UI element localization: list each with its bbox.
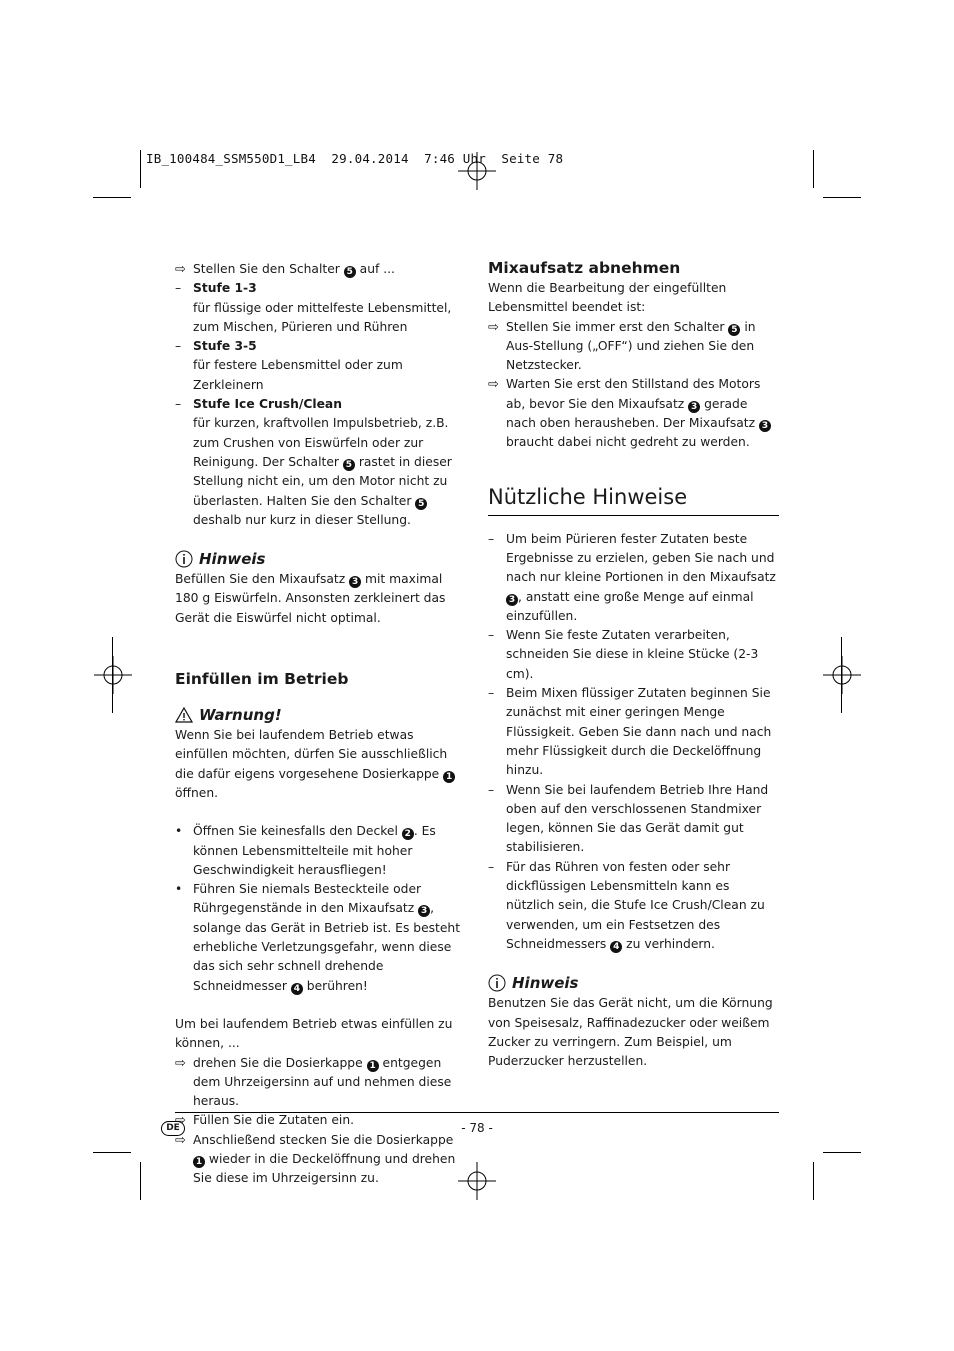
list-item: – Für das Rühren von festen oder sehr dickflüssigen Lebensmitteln kann es nützlich sein, die Stufe Ice Crush/Clean zu verwenden, um ein Festsetzen des Schneidmessers 4 zu verhindern. [488, 859, 765, 952]
dash-bullet: – [175, 339, 182, 354]
dash-bullet: – [488, 531, 495, 546]
list-item: – Beim Mixen flüssiger Zutaten beginnen Sie zunächst mit einer geringen Menge Flüssigkeit. Geben Sie dann nach und nach mehr Flüssigkeit durch die Deckelöffnung hinzu. [488, 686, 772, 778]
dash-bullet: – [175, 397, 182, 412]
info-icon [175, 550, 193, 568]
list-item: – Wenn Sie feste Zutaten verarbeiten, schneiden Sie diese in kleine Stücke (2-3 cm). [488, 628, 759, 681]
crop-mark [93, 1152, 131, 1153]
section-title: Mixaufsatz abnehmen [488, 259, 681, 277]
list-item: – Stufe 1-3 für flüssige oder mittelfeste Lebensmittel, zum Mischen, Pürieren und Rühren [175, 281, 452, 334]
part-number-badge: 3 [349, 576, 361, 588]
dash-bullet: – [488, 686, 495, 701]
crop-mark [140, 1162, 141, 1200]
instruction-step: ⇨ Füllen Sie die Zutaten ein. [175, 1111, 465, 1130]
warning-triangle-icon [175, 706, 193, 724]
crop-mark [813, 150, 814, 188]
part-number-badge: 5 [415, 498, 427, 510]
part-number-badge: 4 [610, 941, 622, 953]
registration-mark-icon [823, 656, 861, 694]
print-slug: IB_100484_SSM550D1_LB4 29.04.2014 7:46 Uhr Seite 78 [146, 151, 564, 166]
part-number-badge: 1 [367, 1060, 379, 1072]
level-title: Stufe 3-5 [193, 339, 257, 354]
language-badge: DE [161, 1121, 185, 1136]
page-section-heading: Nützliche Hinweise [488, 483, 779, 516]
crop-mark [140, 150, 141, 188]
crop-mark [93, 197, 131, 198]
crop-mark [823, 1152, 861, 1153]
arrow-right-icon: ⇨ [488, 319, 499, 335]
part-number-badge: 3 [759, 420, 771, 432]
part-number-badge: 5 [728, 324, 740, 336]
instruction-step: ⇨ Warten Sie erst den Stillstand des Motors ab, bevor Sie den Mixaufsatz 3 gerade nach oben herausheben. Der Mixaufsatz 3 braucht dabei nicht gedreht zu werden. [488, 375, 779, 452]
part-number-badge: 4 [291, 983, 303, 995]
instruction-step: ⇨ Stellen Sie den Schalter 5 auf ... [175, 260, 465, 279]
list-item: – Stufe Ice Crush/Clean für kurzen, kraftvollen Impulsbetrieb, z.B. zum Crushen von Eiswürfeln oder zur Reinigung. Der Schalter 5 rastet in dieser Stellung nicht ein, um den Motor nicht zu überlasten. Halten Sie den Schalter 5 deshalb nur kurz in dieser Stellung. [175, 397, 452, 527]
arrow-right-icon: ⇨ [488, 377, 499, 393]
part-number-badge: 5 [344, 266, 356, 278]
crop-mark [112, 637, 113, 713]
instruction-step: ⇨ Stellen Sie immer erst den Schalter 5 in Aus-Stellung („OFF“) und ziehen Sie den Netzstecker. [488, 319, 756, 373]
right-column [488, 257, 779, 1071]
registration-mark-icon [94, 656, 132, 694]
paragraph: Um bei laufendem Betrieb etwas einfüllen zu können, ... [175, 1016, 453, 1051]
part-number-badge: 1 [193, 1156, 205, 1168]
list-item: • Öffnen Sie keinesfalls den Deckel 2 . Es können Lebensmittelteile mit hoher Geschwindigkeit herausfliegen! [175, 824, 436, 877]
hint-heading: Hinweis [175, 548, 465, 570]
level-title: Stufe Ice Crush/Clean [193, 397, 342, 412]
left-column [175, 260, 465, 1189]
hint-text: Benutzen Sie das Gerät nicht, um die Körnung von Speisesalz, Raffinadezucker oder weißem Zucker zu verringern. Zum Beispiel, um Puderzucker herzustellen. [488, 996, 773, 1069]
list-item: – Um beim Pürieren fester Zutaten beste Ergebnisse zu erzielen, geben Sie nach und nach nur kleine Portionen in den Mixaufsatz 3 , anstatt eine große Menge auf einmal einzufüllen. [488, 531, 776, 623]
part-number-badge: 3 [418, 905, 430, 917]
dash-bullet: – [488, 782, 495, 797]
paragraph: Wenn die Bearbeitung der eingefüllten Lebensmittel beendet ist: [488, 281, 727, 315]
part-number-badge: 5 [343, 459, 355, 471]
hint-heading: Hinweis [488, 972, 779, 994]
footer-divider [175, 1112, 779, 1113]
instruction-step: ⇨ drehen Sie die Dosierkappe 1 entgegen dem Uhrzeigersinn auf und nehmen diese heraus. [175, 1055, 452, 1109]
arrow-right-icon: ⇨ [175, 1113, 186, 1129]
crop-mark [823, 197, 861, 198]
warning-text: Wenn Sie bei laufendem Betrieb etwas einfüllen möchten, dürfen Sie ausschließlich die dafür eigens vorgesehene Dosierkappe 1 öffnen. [175, 726, 465, 803]
list-item: – Stufe 3-5 für festere Lebensmittel oder zum Zerkleinern [175, 339, 403, 392]
info-icon [488, 974, 506, 992]
dash-bullet: – [488, 628, 495, 643]
section-title: Einfüllen im Betrieb [175, 670, 349, 689]
crop-mark [841, 637, 842, 713]
warning-heading: Warnung! [175, 704, 465, 726]
dash-bullet: – [175, 281, 182, 296]
part-number-badge: 1 [443, 771, 455, 783]
page-number: - 78 - [461, 1121, 493, 1135]
crop-mark [813, 1162, 814, 1200]
instruction-step: ⇨ Anschließend stecken Sie die Dosierkappe 1 wieder in die Deckelöffnung und drehen Sie diese im Uhrzeigersinn zu. [175, 1132, 456, 1186]
part-number-badge: 3 [688, 401, 700, 413]
hint-text: Befüllen Sie den Mixaufsatz 3 mit maximal 180 g Eiswürfeln. Ansonsten zerkleinert das Gerät die Eiswürfel nicht optimal. [175, 572, 446, 625]
list-item: • Führen Sie niemals Besteckteile oder Rührgegenstände in den Mixaufsatz 3 , solange das Gerät in Betrieb ist. Es besteht erhebliche Verletzungsgefahr, wenn diese das sich sehr schnell drehende Schneidmesser 4 berühren! [175, 882, 461, 994]
dash-bullet: – [488, 859, 495, 874]
part-number-badge: 2 [402, 828, 414, 840]
bullet-dot: • [175, 882, 183, 897]
level-title: Stufe 1-3 [193, 281, 257, 296]
bullet-dot: • [175, 824, 183, 839]
arrow-right-icon: ⇨ [175, 1055, 186, 1071]
list-item: – Wenn Sie bei laufendem Betrieb Ihre Hand oben auf den verschlossenen Standmixer legen, können Sie das Gerät damit gut stabilisieren. [488, 782, 769, 855]
arrow-right-icon: ⇨ [175, 262, 186, 277]
part-number-badge: 3 [506, 594, 518, 606]
arrow-right-icon: ⇨ [175, 1132, 186, 1148]
